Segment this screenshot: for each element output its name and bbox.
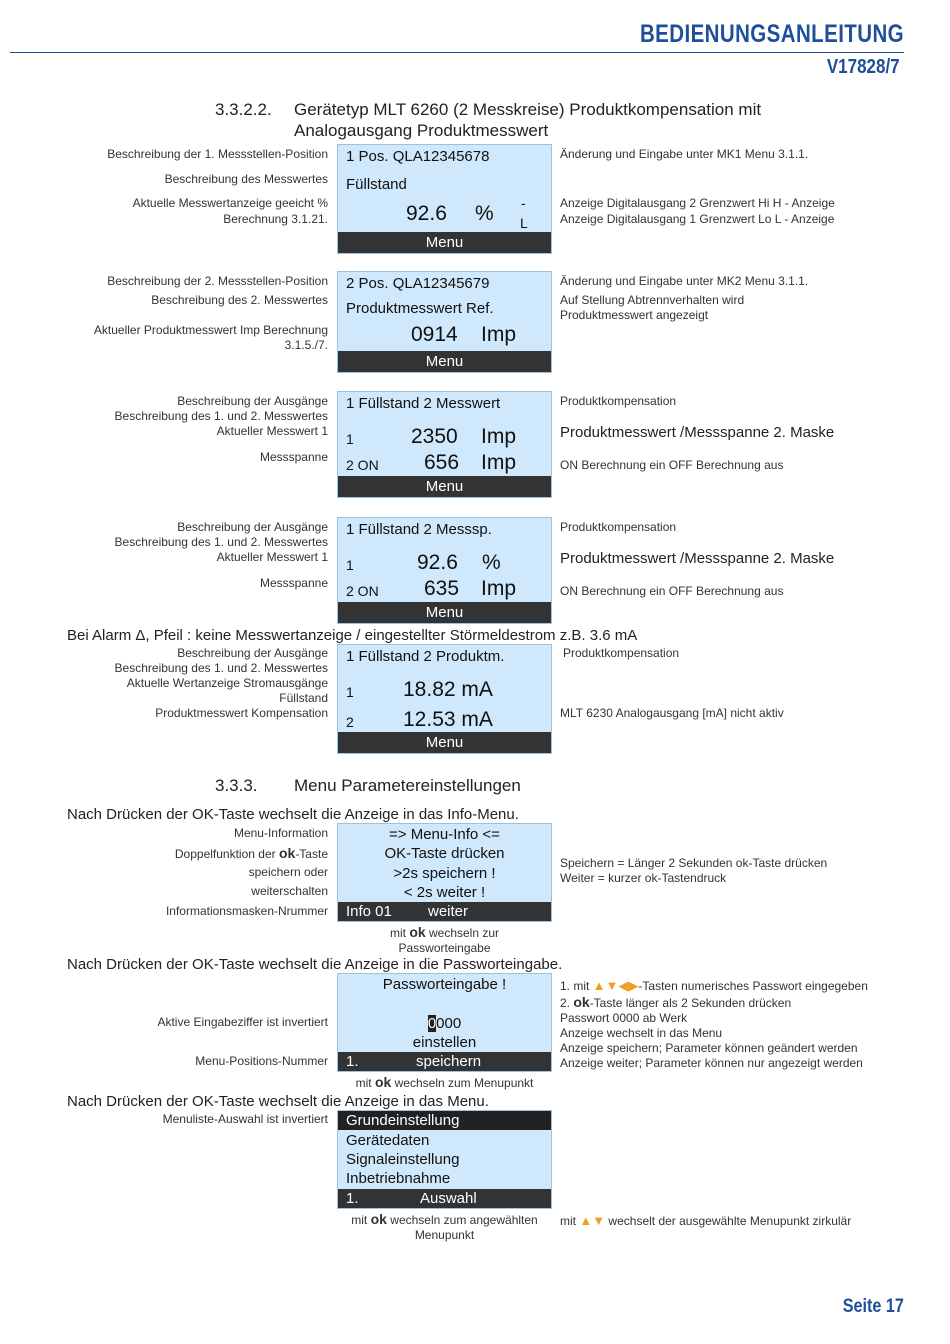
- lcd-info-press: OK-Taste drücken: [384, 845, 505, 862]
- lcd-line-description: Füllstand: [346, 176, 407, 193]
- label-product-calc: 3.1.5./7.: [284, 338, 328, 352]
- note-product-comp: Produktkompensation: [563, 646, 680, 660]
- caption-text: wechseln zur: [425, 926, 500, 940]
- note-on-off: ON Berechnung ein OFF Berechnung aus: [560, 458, 784, 472]
- arrow-down-icon: ▼: [592, 1213, 606, 1228]
- label-measurement-display: Aktuelle Messwertanzeige geeicht %: [132, 196, 328, 210]
- lcd-row2-unit: Imp: [481, 577, 517, 600]
- lcd-display-5: [337, 644, 552, 754]
- label-outputs: Beschreibung der Ausgänge: [177, 520, 328, 534]
- page-number-value: 17: [886, 1296, 904, 1317]
- menu-item-geraetedaten[interactable]: Gerätedaten: [346, 1132, 430, 1149]
- lcd-select-action: Auswahl: [420, 1190, 477, 1207]
- label-info-number: Informationsmasken-Nrummer: [165, 904, 328, 918]
- note-change-mk1: Änderung und Eingabe unter MK1 Menu 3.1.1.: [560, 147, 809, 161]
- page-number: [843, 1296, 904, 1318]
- pw-intro: Nach Drücken der OK-Taste wechselt die Anzeige in die Passworteingabe.: [67, 956, 563, 973]
- lcd-menu-bar: [338, 1189, 551, 1208]
- section-number: 3.3.2.2.: [215, 100, 272, 119]
- note-digital-output-2: Anzeige Digitalausgang 2 Grenzwert Hi H - Anzeige: [560, 196, 835, 210]
- lcd-line-header: 1 Füllstand 2 Produktm.: [346, 648, 505, 665]
- ok-key-icon: ok: [278, 845, 296, 861]
- label-level: Füllstand: [279, 691, 328, 705]
- lcd-password-active-digit[interactable]: 0: [427, 1015, 437, 1032]
- lcd-line-position: 2 Pos. QLA12345679: [346, 275, 490, 292]
- lcd-row2-unit: Imp: [481, 451, 517, 474]
- label-measurement-description: Beschreibung des Messwertes: [164, 172, 328, 186]
- document-number-text: V17828/7: [827, 56, 900, 78]
- label-product-value: Aktueller Produktmesswert Imp Berechnung: [93, 323, 328, 337]
- caption-text: mit: [389, 926, 410, 940]
- lcd-row2-value: 635: [424, 577, 460, 600]
- lcd-unit: Imp: [481, 323, 517, 346]
- lcd-menu-position: 1.: [346, 1190, 359, 1207]
- lcd-display-1: [337, 144, 552, 254]
- lcd-display-2: [337, 271, 552, 373]
- lcd-line-position: 1 Pos. QLA12345678: [346, 148, 490, 165]
- lcd-menu-bar: Menu: [338, 351, 551, 372]
- label-outputs: Beschreibung der Ausgänge: [177, 646, 328, 660]
- document-title-text: BEDIENUNGSANLEITUNG: [639, 20, 904, 48]
- note-switch-menu: Anzeige wechselt in das Menu: [560, 1026, 723, 1040]
- label-current-output: Aktuelle Wertanzeige Stromausgänge: [126, 676, 328, 690]
- lcd-menu-bar: Menu: [338, 476, 551, 497]
- label-save-or: speichern oder: [248, 865, 328, 879]
- lcd-info-bar: [338, 902, 551, 921]
- note-next-readonly: Anzeige weiter; Parameter können nur angezeigt werden: [560, 1056, 863, 1070]
- lcd-row1-unit: %: [482, 551, 501, 574]
- info-below-caption: [337, 925, 552, 956]
- lcd-display-4: [337, 517, 552, 624]
- lcd-row1-value: 2350: [411, 425, 458, 448]
- lcd-info-action: weiter: [428, 903, 469, 920]
- lcd-row2-index: 2 ON: [346, 583, 379, 599]
- caption-text: Menupunkt: [414, 1228, 475, 1242]
- section-title: Menu Parametereinstellungen: [294, 776, 521, 795]
- menu-item-inbetriebnahme[interactable]: Inbetriebnahme: [346, 1170, 451, 1187]
- lcd-row2-index: 2: [346, 714, 354, 730]
- lcd-password-title: Passworteingabe !: [382, 976, 507, 993]
- lcd-limit-hi: -: [521, 195, 526, 211]
- lcd-row1-index: 1: [346, 557, 354, 573]
- lcd-menu-bar: Menu: [338, 602, 551, 623]
- caption-text: mit: [351, 1213, 371, 1227]
- lcd-info-title: => Menu-Info <=: [389, 826, 500, 843]
- label-double-function-text: Doppelfunktion der: [174, 847, 279, 861]
- lcd-row1-value: 92.6: [417, 551, 458, 574]
- note-text: 2.: [560, 996, 574, 1010]
- ok-key-icon: ok: [374, 1074, 392, 1090]
- label-measurements: Beschreibung des 1. und 2. Messwertes: [114, 661, 328, 675]
- label-menu-selection: Menuliste-Auswahl ist invertiert: [162, 1112, 328, 1126]
- lcd-display-3: [337, 391, 552, 498]
- page-label: Seite: [842, 1296, 882, 1317]
- arrow-left-icon: ◀: [618, 978, 629, 993]
- lcd-menu-position: 1.: [346, 1053, 359, 1070]
- label-menu-position: Menu-Positions-Nummer: [195, 1054, 328, 1068]
- label-span: Messspanne: [259, 450, 328, 464]
- lcd-row2-value: 656: [424, 451, 460, 474]
- label-menu-info: Menu-Information: [233, 826, 328, 840]
- arrow-up-icon: ▲: [592, 978, 606, 993]
- note-text: 1. mit: [560, 979, 593, 993]
- ok-key-icon: ok: [370, 1211, 387, 1227]
- lcd-menu-bar: Menu: [338, 732, 551, 753]
- label-position-1: Beschreibung der 1. Messstellen-Position: [107, 147, 328, 161]
- menu-item-signaleinstellung[interactable]: Signaleinstellung: [346, 1151, 460, 1168]
- lcd-unit: %: [475, 202, 494, 225]
- label-active-digit: Aktive Eingabeziffer ist invertiert: [157, 1015, 328, 1029]
- note-product-shown: Produktmesswert angezeigt: [560, 308, 709, 322]
- label-position-2: Beschreibung der 2. Messstellen-Position: [107, 274, 328, 288]
- info-intro: Nach Drücken der OK-Taste wechselt die Anzeige in das Info-Menu.: [67, 806, 519, 823]
- label-measurements: Beschreibung des 1. und 2. Messwertes: [114, 409, 328, 423]
- lcd-info-number: Info 01: [346, 903, 392, 920]
- lcd-line-header: 1 Füllstand 2 Messwert: [346, 395, 501, 412]
- lcd-value: 92.6: [406, 202, 447, 225]
- note-default-password: Passwort 0000 ab Werk: [560, 1011, 688, 1025]
- lcd-row2-value: 12.53 mA: [403, 708, 493, 731]
- note-text: wechselt der ausgewählte Menupunkt zirkulär: [605, 1214, 852, 1228]
- menu-intro: Nach Drücken der OK-Taste wechselt die Anzeige in das Menu.: [67, 1093, 489, 1110]
- lcd-row2-index: 2 ON: [346, 457, 379, 473]
- arrow-down-icon: ▼: [605, 978, 619, 993]
- label-current-value: Aktueller Messwert 1: [216, 550, 328, 564]
- label-double-function: [175, 846, 328, 862]
- lcd-row1-index: 1: [346, 684, 354, 700]
- lcd-value: 0914: [411, 323, 458, 346]
- note-analog-inactive: MLT 6230 Analogausgang [mA] nicht aktiv: [560, 706, 784, 720]
- lcd-save-action: speichern: [416, 1053, 482, 1070]
- lcd-row1-index: 1: [346, 431, 354, 447]
- label-measurement-2: Beschreibung des 2. Messwertes: [151, 293, 328, 307]
- note-product-span: Produktmesswert /Messspanne 2. Maske: [560, 424, 835, 441]
- lcd-info-next: < 2s weiter !: [403, 884, 486, 901]
- caption-text: mit: [355, 1076, 375, 1090]
- note-save-editable: Anzeige speichern; Parameter können geändert werden: [560, 1041, 858, 1055]
- lcd-password-entry[interactable]: [338, 1015, 551, 1032]
- note-circular: [560, 1213, 851, 1229]
- section-title-line2: Analogausgang Produktmesswert: [294, 121, 549, 140]
- lcd-info-display: [337, 823, 552, 922]
- label-span: Messspanne: [259, 576, 328, 590]
- lcd-menu-bar: Menu: [338, 232, 551, 253]
- note-text: -Tasten numerisches Passwort eingegeben: [638, 979, 868, 993]
- header-divider: [10, 52, 904, 53]
- label-calculation: Berechnung 3.1.21.: [223, 212, 328, 226]
- label-current-value: Aktueller Messwert 1: [216, 424, 328, 438]
- lcd-limit-lo: L: [520, 215, 528, 231]
- note-on-off: ON Berechnung ein OFF Berechnung aus: [560, 584, 784, 598]
- note-text: mit: [560, 1214, 580, 1228]
- label-measurements: Beschreibung des 1. und 2. Messwertes: [114, 535, 328, 549]
- lcd-info-save: >2s speichern !: [393, 865, 496, 882]
- lcd-password-set: einstellen: [412, 1034, 477, 1051]
- ok-key-icon: ok: [409, 924, 426, 940]
- note-product-span: Produktmesswert /Messspanne 2. Maske: [560, 550, 835, 567]
- caption-text: wechseln zum Menupunkt: [391, 1076, 534, 1090]
- note-product-comp: Produktkompensation: [560, 520, 677, 534]
- caption-text: Passworteingabe: [398, 941, 491, 955]
- note-change-mk2: Änderung und Eingabe unter MK2 Menu 3.1.1.: [560, 274, 809, 288]
- note-digital-output-1: Anzeige Digitalausgang 1 Grenzwert Lo L - Anzeige: [560, 212, 835, 226]
- label-outputs: Beschreibung der Ausgänge: [177, 394, 328, 408]
- menu-below-caption: [337, 1212, 552, 1243]
- lcd-line-description: Produktmesswert Ref.: [346, 300, 494, 317]
- ok-key-icon: ok: [573, 994, 590, 1010]
- pw-below-caption: [337, 1075, 552, 1091]
- note-next-short: Weiter = kurzer ok-Tastendruck: [560, 871, 727, 885]
- label-key-suffix: -Taste: [295, 847, 328, 861]
- lcd-row1-unit: Imp: [481, 425, 517, 448]
- lcd-password-bar: [338, 1052, 551, 1071]
- section-number: 3.3.3.: [215, 776, 258, 795]
- note-product-comp: Produktkompensation: [560, 394, 677, 408]
- label-next: weiterschalten: [251, 884, 328, 898]
- label-product-comp: Produktmesswert Kompensation: [155, 706, 328, 720]
- lcd-line-header: 1 Füllstand 2 Messsp.: [346, 521, 492, 538]
- note-separation: Auf Stellung Abtrennverhalten wird: [560, 293, 745, 307]
- lcd-password-rest: 000: [436, 1015, 462, 1032]
- section-title-line1: Gerätetyp MLT 6260 (2 Messkreise) Produktkompensation mit: [294, 100, 762, 119]
- document-number: [827, 56, 900, 79]
- menu-item-grundeinstellung[interactable]: Grundeinstellung: [338, 1111, 551, 1130]
- document-title: [640, 20, 904, 49]
- caption-text: wechseln zum angewählten: [386, 1213, 538, 1227]
- note-enter-password: [560, 978, 868, 994]
- note-press-ok: [560, 995, 791, 1011]
- arrow-right-icon: ▶: [628, 978, 639, 993]
- lcd-row1-value: 18.82 mA: [403, 678, 493, 701]
- note-save-long: Speichern = Länger 2 Sekunden ok-Taste drücken: [560, 856, 828, 870]
- alarm-note: Bei Alarm Δ, Pfeil : keine Messwertanzeige / eingestellter Störmeldestrom z.B. 3.6 mA: [67, 627, 638, 644]
- note-text: -Taste länger als 2 Sekunden drücken: [589, 996, 792, 1010]
- arrow-up-icon: ▲: [579, 1213, 593, 1228]
- lcd-menu-display: [337, 1110, 552, 1209]
- lcd-password-display: [337, 973, 552, 1072]
